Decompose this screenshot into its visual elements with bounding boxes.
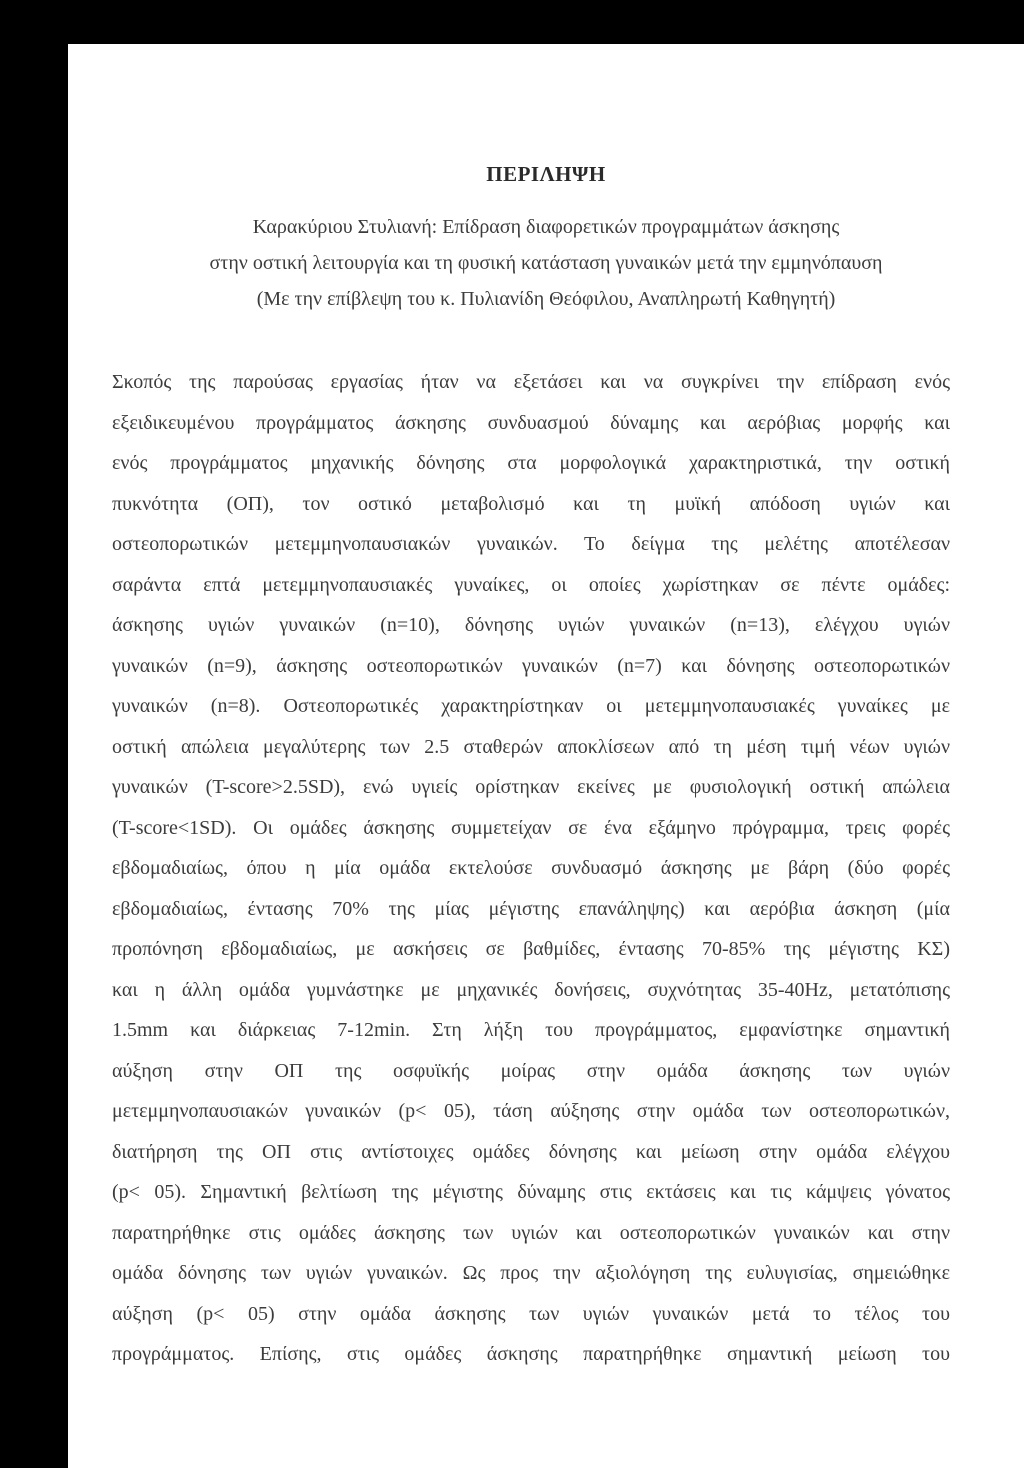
body-line: παρατηρήθηκε στις ομάδες άσκησης των υγιών και οστεοπορωτικών γυναικών και στην <box>112 1221 950 1244</box>
body-line: γυναικών (n=9), άσκησης οστεοπορωτικών γυναικών (n=7) και δόνησης οστεοπορωτικών <box>112 654 950 677</box>
body-line: οστική απώλεια μεγαλύτερης των 2.5 σταθερών αποκλίσεων από τη μέση τιμή νέων υγιών <box>112 735 950 758</box>
body-line: γυναικών (T-score>2.5SD), ενώ υγιείς ορίστηκαν εκείνες με φυσιολογική οστική απώλεια <box>112 776 950 798</box>
body-line: προπόνηση εβδομαδιαίως, με ασκήσεις σε βαθμίδες, έντασης 70-85% της μέγιστης ΚΣ) <box>112 938 950 960</box>
abstract-title: ΠΕΡΙΛΗΨΗ <box>486 162 606 186</box>
thesis-title-line-2: στην οστική λειτουργία και τη φυσική κατάσταση γυναικών μετά την εμμηνόπαυση <box>209 252 883 274</box>
body-line: ενός προγράμματος μηχανικής δόνησης στα μορφολογικά χαρακτηριστικά, την οστική <box>112 452 950 474</box>
supervision-line: (Με την επίβλεψη του κ. Πυλιανίδη Θεόφιλου, Αναπληρωτή Καθηγητή) <box>256 288 836 310</box>
author-and-thesis-title-line-1: Καρακύριου Στυλιανή: Επίδραση διαφορετικών προγραμμάτων άσκησης <box>252 216 840 238</box>
body-line: αύξηση (p< 05) στην ομάδα άσκησης των υγιών γυναικών μετά το τέλος του <box>112 1302 950 1325</box>
body-line: εβδομαδιαίως, όπου η μία ομάδα εκτελούσε συνδυασμό άσκησης με βάρη (δύο φορές <box>112 857 950 879</box>
body-line: 1.5mm και διάρκειας 7-12min. Στη λήξη του προγράμματος, εμφανίστηκε σημαντική <box>112 1019 950 1041</box>
body-line: αύξηση στην ΟΠ της οσφυϊκής μοίρας στην ομάδα άσκησης των υγιών <box>112 1059 950 1082</box>
body-line: εβδομαδιαίως, έντασης 70% της μίας μέγιστης επανάληψης) και αερόβια άσκηση (μία <box>112 897 950 920</box>
body-line: προγράμματος. Επίσης, στις ομάδες άσκησης παρατηρήθηκε σημαντική μείωση του <box>112 1343 950 1365</box>
body-line: (p< 05). Σημαντική βελτίωση της μέγιστης δύναμης στις εκτάσεις και τις κάμψεις γόνατος <box>112 1181 950 1203</box>
body-line: μετεμμηνοπαυσιακών γυναικών (p< 05), τάση αύξησης στην ομάδα των οστεοπορωτικών, <box>112 1100 950 1122</box>
body-line: ομάδα δόνησης των υγιών γυναικών. Ως προς την αξιολόγηση της ευλυγισίας, σημειώθηκε <box>112 1262 950 1284</box>
abstract-body <box>112 362 950 1375</box>
body-line: Σκοπός της παρούσας εργασίας ήταν να εξετάσει και να συγκρίνει την επίδραση ενός <box>112 371 950 393</box>
abstract-header <box>68 162 1024 317</box>
document-page <box>68 44 1024 1468</box>
body-line: σαράντα επτά μετεμμηνοπαυσιακές γυναίκες, οι οποίες χωρίστηκαν σε πέντε ομάδες: <box>112 573 950 596</box>
body-line: (T-score<1SD). Οι ομάδες άσκησης συμμετείχαν σε ένα εξάμηνο πρόγραμμα, τρεις φορές <box>112 816 950 839</box>
body-line: διατήρηση της ΟΠ στις αντίστοιχες ομάδες δόνησης και μείωση στην ομάδα ελέγχου <box>112 1140 950 1163</box>
body-line: πυκνότητα (ΟΠ), τον οστικό μεταβολισμό και τη μυϊκή απόδοση υγιών και <box>112 492 950 515</box>
body-line: οστεοπορωτικών μετεμμηνοπαυσιακών γυναικών. Το δείγμα της μελέτης αποτέλεσαν <box>112 533 950 555</box>
body-line: εξειδικευμένου προγράμματος άσκησης συνδυασμού δύναμης και αερόβιας μορφής και <box>112 411 950 434</box>
body-line: γυναικών (n=8). Οστεοπορωτικές χαρακτηρίστηκαν οι μετεμμηνοπαυσιακές γυναίκες με <box>112 695 950 717</box>
body-line: και η άλλη ομάδα γυμνάστηκε με μηχανικές δονήσεις, συχνότητας 35-40Hz, μετατόπισης <box>112 978 950 1001</box>
body-line: άσκησης υγιών γυναικών (n=10), δόνησης υγιών γυναικών (n=13), ελέγχου υγιών <box>112 614 950 636</box>
